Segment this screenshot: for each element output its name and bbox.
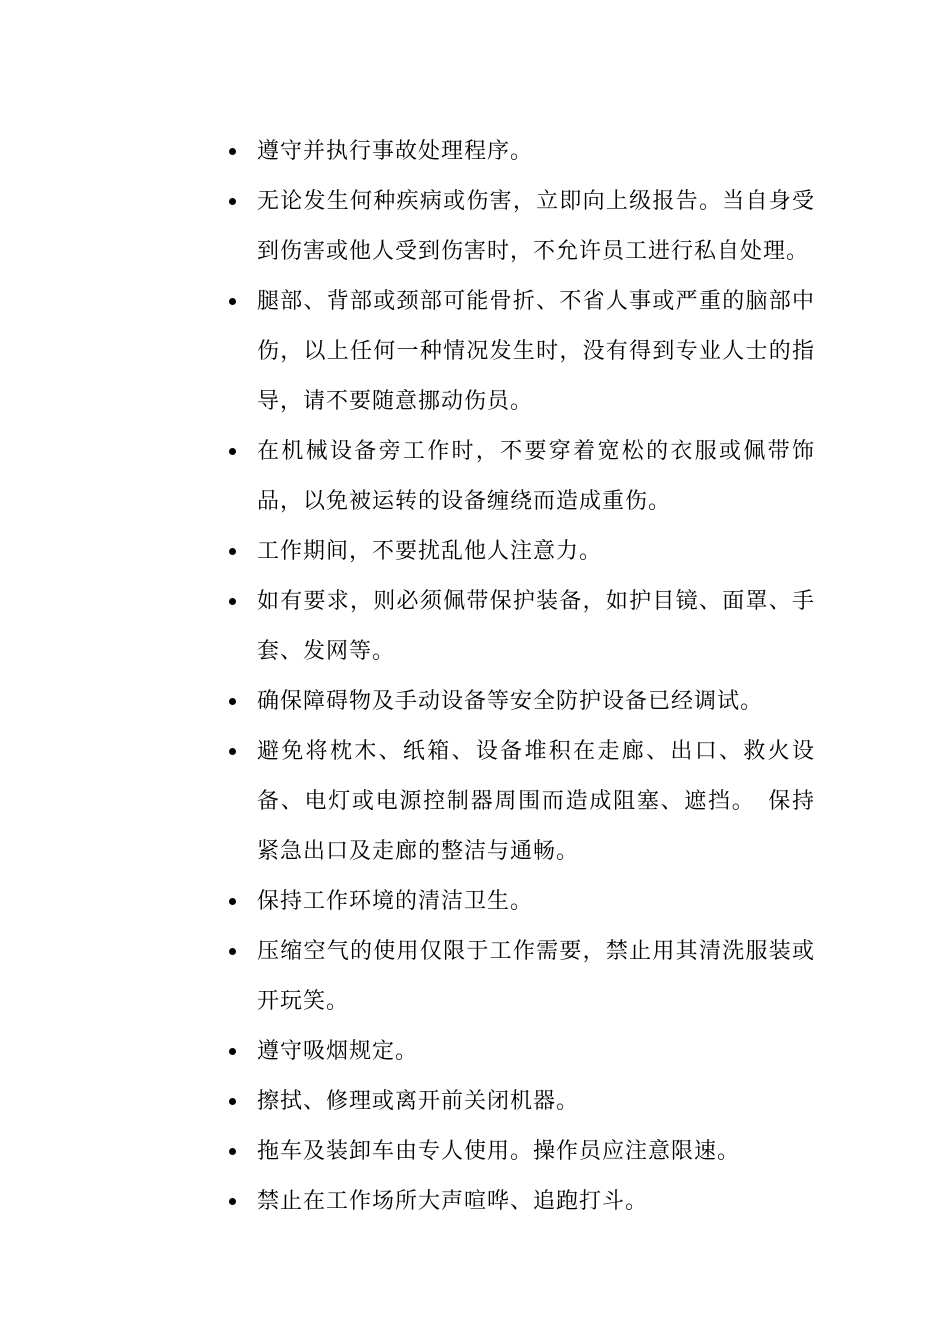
bullet-icon [228, 427, 257, 527]
list-item [228, 177, 815, 277]
bullet-icon [228, 927, 257, 1027]
list-item-text: 保持工作环境的清洁卫生。 [257, 889, 534, 914]
list-item-text: 确保障碍物及手动设备等安全防护设备已经调试。 [257, 689, 764, 714]
bullet-icon [228, 527, 257, 577]
list-item-text: 避免将枕木、纸箱、设备堆积在走廊、出口、救火设备、电灯或电源控制器周围而造成阻塞、遮挡。 保持紧急出口及走廊的整洁与通畅。 [257, 739, 815, 864]
bullet-icon [228, 277, 257, 427]
list-item [228, 927, 815, 1027]
list-item [228, 1077, 815, 1127]
list-item-text: 无论发生何种疾病或伤害，立即向上级报告。当自身受到伤害或他人受到伤害时，不允许员工进行私自处理。 [257, 189, 815, 264]
bullet-icon [228, 177, 257, 277]
list-item [228, 1177, 815, 1227]
list-item [228, 127, 815, 177]
list-item-text: 压缩空气的使用仅限于工作需要，禁止用其清洗服装或开玩笑。 [257, 939, 815, 1014]
list-item [228, 527, 815, 577]
bullet-list [228, 127, 815, 1227]
list-item-text: 擦拭、修理或离开前关闭机器。 [257, 1089, 580, 1114]
list-item [228, 677, 815, 727]
list-item [228, 1127, 815, 1177]
list-item [228, 727, 815, 877]
list-item-text: 拖车及装卸车由专人使用。操作员应注意限速。 [257, 1139, 741, 1164]
bullet-icon [228, 1027, 257, 1077]
list-item-text: 遵守并执行事故处理程序。 [257, 139, 534, 164]
bullet-icon [228, 1177, 257, 1227]
list-item-text: 在机械设备旁工作时，不要穿着宽松的衣服或佩带饰品，以免被运转的设备缠绕而造成重伤。 [257, 439, 815, 514]
list-item-text: 腿部、背部或颈部可能骨折、不省人事或严重的脑部中伤，以上任何一种情况发生时，没有得到专业人士的指导，请不要随意挪动伤员。 [257, 289, 815, 414]
bullet-icon [228, 677, 257, 727]
bullet-icon [228, 727, 257, 877]
bullet-icon [228, 877, 257, 927]
list-item [228, 877, 815, 927]
bullet-icon [228, 1077, 257, 1127]
list-item-text: 如有要求，则必须佩带保护装备，如护目镜、面罩、手套、发网等。 [257, 589, 815, 664]
list-item [228, 577, 815, 677]
list-item [228, 427, 815, 527]
list-item-text: 工作期间，不要扰乱他人注意力。 [257, 539, 603, 564]
list-item [228, 1027, 815, 1077]
bullet-icon [228, 577, 257, 677]
bullet-icon [228, 1127, 257, 1177]
bullet-icon [228, 127, 257, 177]
list-item-text: 遵守吸烟规定。 [257, 1039, 419, 1064]
list-item-text: 禁止在工作场所大声喧哗、追跑打斗。 [257, 1189, 649, 1214]
list-item [228, 277, 815, 427]
